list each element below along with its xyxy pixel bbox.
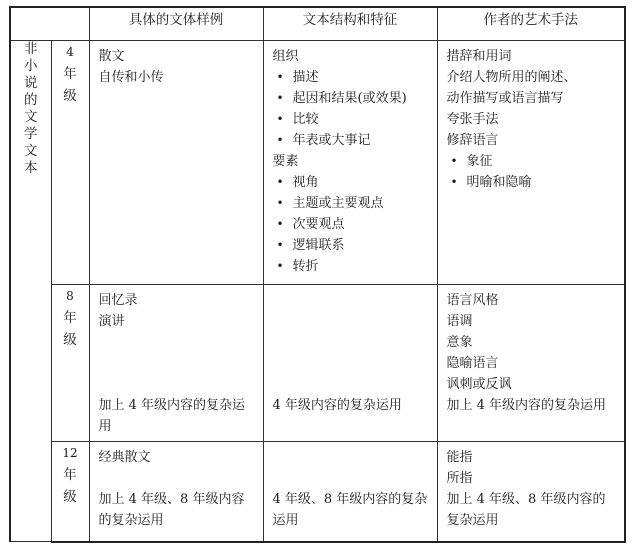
bullet-item: • 转折 <box>273 256 430 277</box>
row-grade-4 <box>10 41 625 285</box>
bullet-icon: • <box>276 133 284 147</box>
craft-line: 修辞语言 <box>446 133 499 148</box>
craft-line: 所指 <box>446 471 473 486</box>
bullet-icon: • <box>276 112 284 126</box>
craft-line: 夸张手法 <box>446 112 499 127</box>
bullet-icon: • <box>276 217 284 231</box>
organization-title: 组织 <box>272 49 299 64</box>
craft-line: 语调 <box>446 314 473 329</box>
example-item: 演讲 <box>98 314 125 329</box>
bullet-item: • 描述 <box>273 67 430 88</box>
bullet-icon: • <box>450 175 458 189</box>
bullet-item: • 比较 <box>273 109 430 130</box>
row-grade-12 <box>10 442 625 542</box>
grade-4-examples <box>89 41 263 285</box>
grade-12-number: 12 <box>62 446 78 460</box>
bullet-item: • 象征 <box>447 151 618 172</box>
header-row <box>10 7 625 41</box>
bullet-item: • 逻辑联系 <box>273 235 430 256</box>
craft-note: 加上 4 年级、8 年级内容的复杂运用 <box>446 492 606 528</box>
bullet-item: • 明喻和隐喻 <box>447 172 618 193</box>
bullet-icon: • <box>276 196 284 210</box>
elements-title: 要素 <box>272 154 299 169</box>
header-examples: 具体的文体样例 <box>89 7 263 41</box>
grade-12-examples <box>89 442 263 542</box>
craft-line: 能指 <box>446 450 473 465</box>
craft-line: 隐喻语言 <box>446 356 499 371</box>
grade-4-number: 4 <box>66 45 74 59</box>
example-item: 自传和小传 <box>98 70 164 85</box>
bullet-item: • 起因和结果(或效果) <box>273 88 430 109</box>
craft-line: 动作描写或语言描写 <box>446 91 564 106</box>
example-note: 加上 4 年级、8 年级内容的复杂运用 <box>98 492 245 528</box>
grade-12-label: 年级 <box>63 467 77 505</box>
bullet-item: • 次要观点 <box>273 214 430 235</box>
craft-line: 意象 <box>446 335 473 350</box>
example-item: 经典散文 <box>98 450 151 465</box>
bullet-item: • 年表或大事记 <box>273 130 430 151</box>
row-grade-8 <box>10 285 625 442</box>
grade-4-label: 年级 <box>63 66 77 104</box>
craft-line: 措辞和用词 <box>446 49 512 64</box>
bullet-icon: • <box>450 154 458 168</box>
grade-8-cell <box>51 285 89 442</box>
grade-12-structure <box>263 442 437 542</box>
structure-note: 4 年级内容的复杂运用 <box>272 398 402 413</box>
craft-note: 加上 4 年级内容的复杂运用 <box>446 398 607 413</box>
bullet-icon: • <box>276 91 284 105</box>
grade-4-structure <box>263 41 437 285</box>
header-structure: 文本结构和特征 <box>263 7 437 41</box>
grade-8-number: 8 <box>66 289 74 303</box>
bullet-item: • 主题或主要观点 <box>273 193 430 214</box>
craft-line: 讽刺或反讽 <box>446 377 512 392</box>
grade-4-craft <box>437 41 625 285</box>
bullet-icon: • <box>276 175 284 189</box>
grade-12-craft <box>437 442 625 542</box>
header-craft: 作者的艺术手法 <box>437 7 625 41</box>
example-item: 散文 <box>98 49 125 64</box>
example-item: 回忆录 <box>98 293 138 308</box>
bullet-icon: • <box>276 238 284 252</box>
grade-4-cell <box>51 41 89 285</box>
bullet-icon: • <box>276 259 284 273</box>
grade-8-label: 年级 <box>63 310 77 348</box>
literary-text-table <box>9 6 626 543</box>
grade-8-structure <box>263 285 437 442</box>
craft-line: 介绍人物所用的阐述、 <box>446 70 577 85</box>
grade-8-examples <box>89 285 263 442</box>
example-note: 加上 4 年级内容的复杂运用 <box>98 398 246 434</box>
craft-line: 语言风格 <box>446 293 499 308</box>
structure-note: 4 年级、8 年级内容的复杂运用 <box>272 492 428 528</box>
bullet-icon: • <box>276 70 284 84</box>
category-label: 非小说的文学文本 <box>24 41 38 176</box>
grade-8-craft <box>437 285 625 442</box>
category-label-cell <box>10 41 51 542</box>
header-blank <box>10 7 89 41</box>
grade-12-cell <box>51 442 89 542</box>
bullet-item: • 视角 <box>273 172 430 193</box>
